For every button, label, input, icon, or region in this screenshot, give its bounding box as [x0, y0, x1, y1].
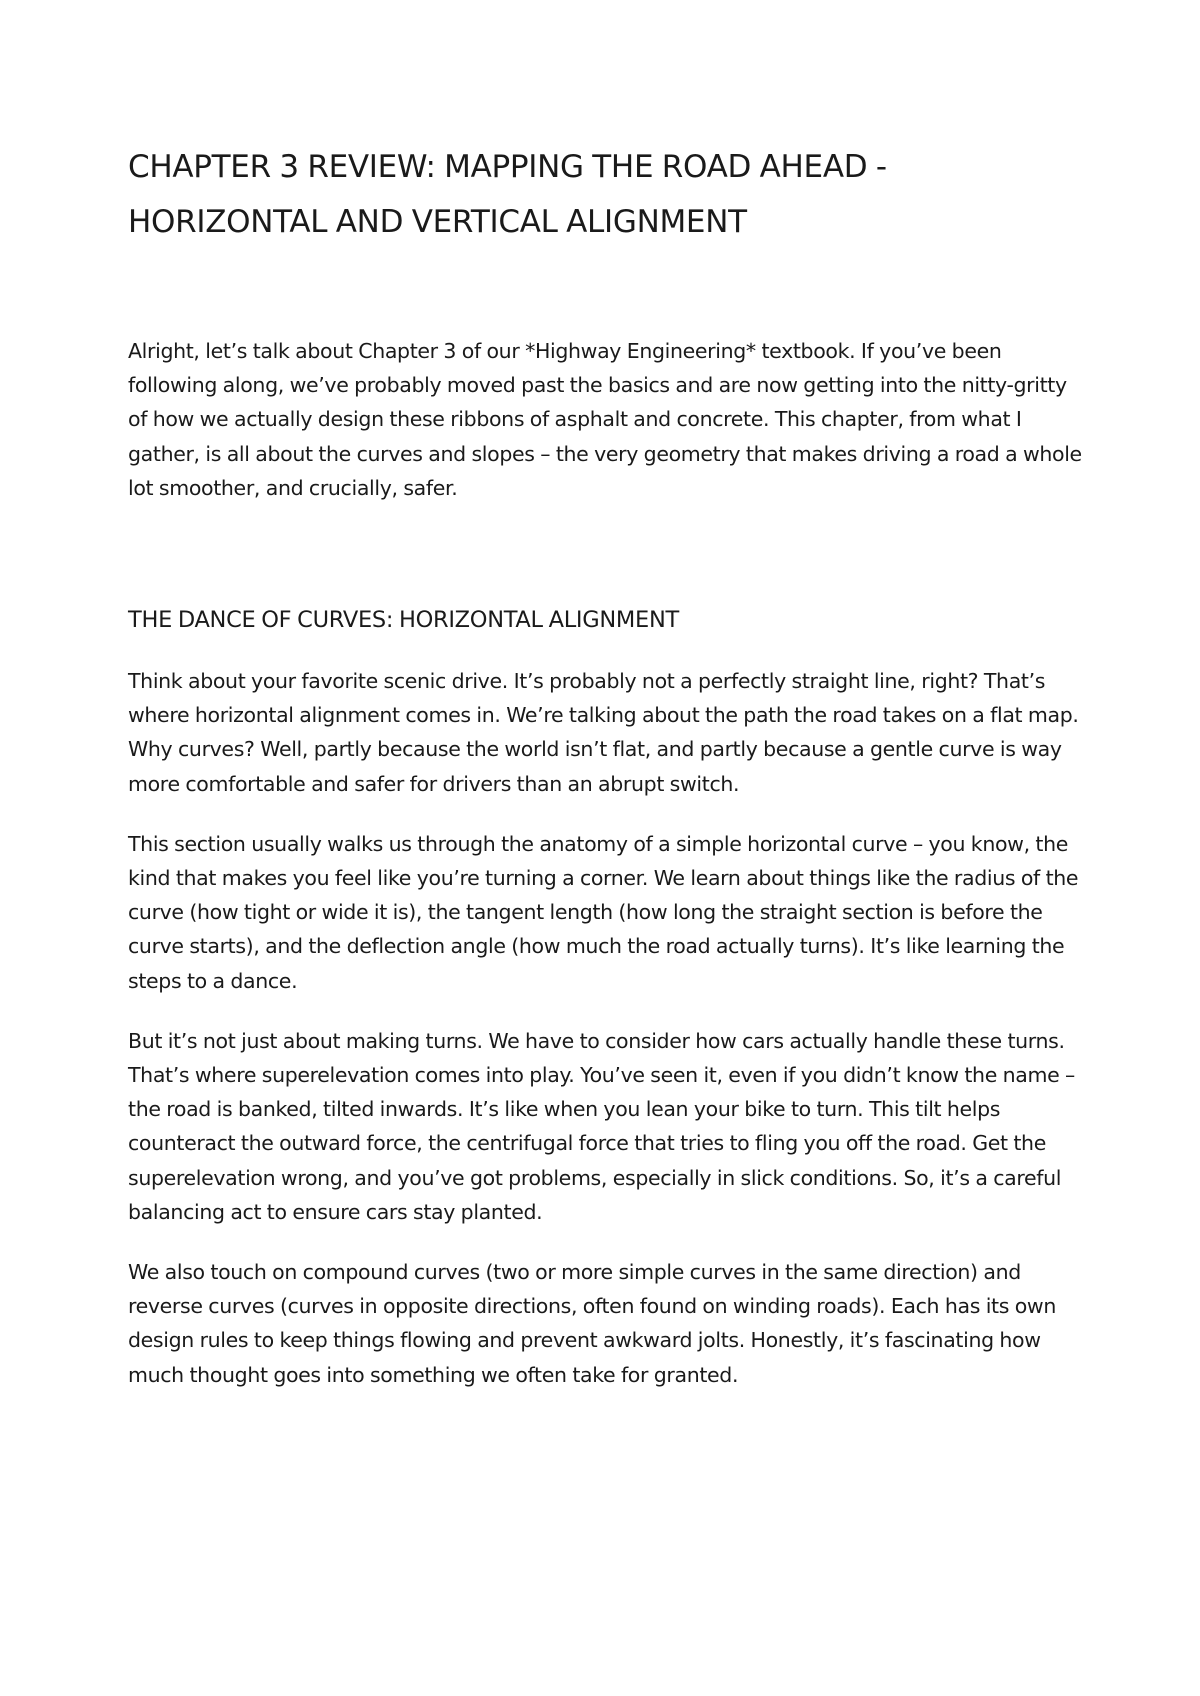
section-heading: THE DANCE OF CURVES: HORIZONTAL ALIGNMENT	[128, 607, 679, 634]
section-paragraph: We also touch on compound curves (two or more simple curves in the same direction) and reverse curves (curves in opposite directions, often found on winding roads). Each has its own design rules to keep things flowing and prevent awkward jolts. Honestly, it’s fascinating how much thought goes into something we often take for granted.	[128, 1260, 1056, 1387]
document-page	[128, 140, 1088, 1418]
section-horizontal-alignment	[128, 603, 1088, 1392]
intro-paragraph: Alright, let’s talk about Chapter 3 of our *Highway Engineering* textbook. If you’ve been following along, we’ve probably moved past the basics and are now getting into the nitty-gritty of how we actually design these ribbons of asphalt and concrete. This chapter, from what I gather, is all about the curves and slopes – the very geometry that makes driving a road a whole lot smoother, and crucially, safer.	[128, 339, 1082, 500]
section-paragraph: Think about your favorite scenic drive. It’s probably not a perfectly straight line, right? That’s where horizontal alignment comes in. We’re talking about the path the road takes on a flat map. Why curves? Well, partly because the world isn’t flat, and partly because a gentle curve is way more comfortable and safer for drivers than an abrupt switch.	[128, 669, 1079, 796]
section-paragraph: But it’s not just about making turns. We have to consider how cars actually handle these turns. That’s where superelevation comes into play. You’ve seen it, even if you didn’t know the name – the road is banked, tilted inwards. It’s like when you lean your bike to turn. This tilt helps counteract the outward force, the centrifugal force that tries to fling you off the road. Get the superelevation wrong, and you’ve got problems, especially in slick conditions. So, it’s a careful balancing act to ensure cars stay planted.	[128, 1028, 1075, 1224]
document-title: CHAPTER 3 REVIEW: MAPPING THE ROAD AHEAD - HORIZONTAL AND VERTICAL ALIGNMENT	[128, 149, 887, 240]
section-paragraph: This section usually walks us through the anatomy of a simple horizontal curve – you know, the kind that makes you feel like you’re turning a corner. We learn about things like the radius of the curve (how tight or wide it is), the tangent length (how long the straight section is before the curve starts), and the deflection angle (how much the road actually turns). It’s like learning the steps to a dance.	[128, 831, 1079, 993]
